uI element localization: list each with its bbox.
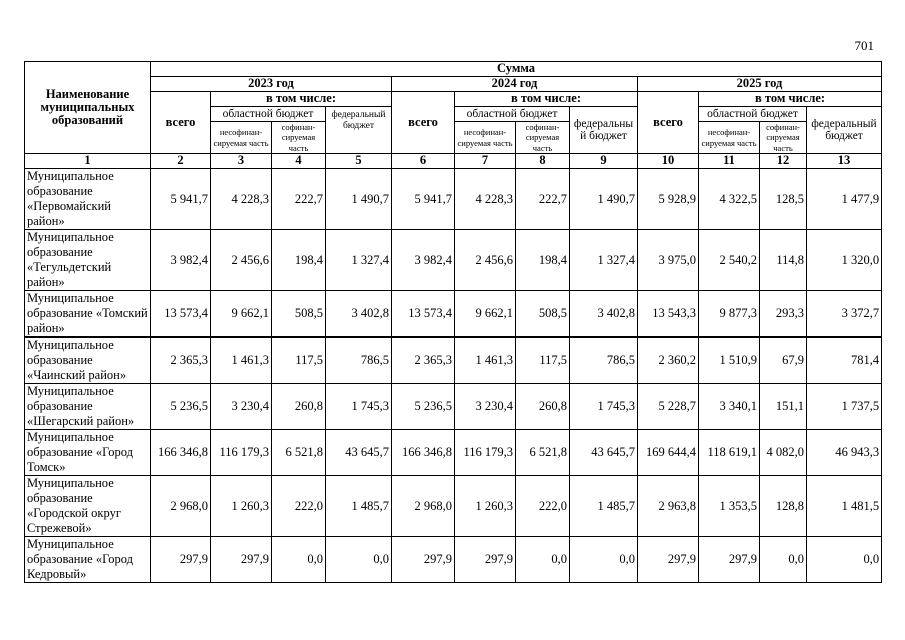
municipality-name: Муниципальное образование «Городской округ Стрежевой»: [25, 476, 151, 537]
regional-budget-header-2023: областной бюджет: [211, 107, 326, 122]
value-cell: 4 082,0: [760, 430, 807, 476]
value-cell: 117,5: [516, 337, 570, 384]
value-cell: 169 644,4: [638, 430, 699, 476]
column-numbers-row: [25, 154, 882, 169]
year-2024-header: 2024 год: [392, 77, 638, 92]
value-cell: 260,8: [516, 384, 570, 430]
value-cell: 3 230,4: [455, 384, 516, 430]
value-cell: 1 485,7: [326, 476, 392, 537]
column-number: 7: [455, 154, 516, 169]
value-cell: 1 510,9: [699, 337, 760, 384]
column-number: 3: [211, 154, 272, 169]
value-cell: 786,5: [570, 337, 638, 384]
municipality-name: Муниципальное образование «Шегарский район»: [25, 384, 151, 430]
value-cell: 5 236,5: [392, 384, 455, 430]
value-cell: 2 365,3: [151, 337, 211, 384]
total-header-2024: всего: [392, 92, 455, 154]
including-header-2024: в том числе:: [455, 92, 638, 107]
table-row: [25, 169, 882, 230]
value-cell: 2 360,2: [638, 337, 699, 384]
value-cell: 1 477,9: [807, 169, 882, 230]
including-header-2025: в том числе:: [699, 92, 882, 107]
value-cell: 6 521,8: [272, 430, 326, 476]
value-cell: 13 573,4: [392, 291, 455, 338]
value-cell: 1 327,4: [570, 230, 638, 291]
value-cell: 222,0: [272, 476, 326, 537]
federal-budget-header-2024: федеральны й бюджет: [570, 107, 638, 154]
value-cell: 3 340,1: [699, 384, 760, 430]
value-cell: 1 490,7: [570, 169, 638, 230]
value-cell: 297,9: [455, 537, 516, 583]
value-cell: 43 645,7: [326, 430, 392, 476]
value-cell: 5 236,5: [151, 384, 211, 430]
value-cell: 1 353,5: [699, 476, 760, 537]
value-cell: 222,7: [272, 169, 326, 230]
value-cell: 0,0: [760, 537, 807, 583]
value-cell: 2 968,0: [392, 476, 455, 537]
column-number: 1: [25, 154, 151, 169]
federal-budget-header-2025: федеральный бюджет: [807, 107, 882, 154]
value-cell: 786,5: [326, 337, 392, 384]
table-row: [25, 384, 882, 430]
column-number: 12: [760, 154, 807, 169]
municipality-name: Муниципальное образование «Томский район»: [25, 291, 151, 338]
value-cell: 9 662,1: [211, 291, 272, 338]
value-cell: 4 228,3: [211, 169, 272, 230]
value-cell: 1 320,0: [807, 230, 882, 291]
value-cell: 297,9: [151, 537, 211, 583]
value-cell: 3 975,0: [638, 230, 699, 291]
non-cofinanced-header-2023: несофинан-сируемая часть: [211, 122, 272, 154]
value-cell: 6 521,8: [516, 430, 570, 476]
total-header-2025: всего: [638, 92, 699, 154]
page-number: 701: [854, 38, 874, 53]
value-cell: 293,3: [760, 291, 807, 338]
value-cell: 4 228,3: [455, 169, 516, 230]
value-cell: 2 456,6: [211, 230, 272, 291]
value-cell: 116 179,3: [455, 430, 516, 476]
value-cell: 297,9: [638, 537, 699, 583]
value-cell: 1 461,3: [455, 337, 516, 384]
value-cell: 3 982,4: [151, 230, 211, 291]
value-cell: 3 402,8: [570, 291, 638, 338]
column-number: 8: [516, 154, 570, 169]
value-cell: 2 456,6: [455, 230, 516, 291]
value-cell: 222,0: [516, 476, 570, 537]
column-number: 4: [272, 154, 326, 169]
table-row: [25, 291, 882, 338]
value-cell: 67,9: [760, 337, 807, 384]
total-header-2023: всего: [151, 92, 211, 154]
column-number: 10: [638, 154, 699, 169]
value-cell: 222,7: [516, 169, 570, 230]
value-cell: 166 346,8: [151, 430, 211, 476]
cofinanced-header-2024: софинан-сируемая часть: [516, 122, 570, 154]
table-row: [25, 230, 882, 291]
value-cell: 9 662,1: [455, 291, 516, 338]
value-cell: 3 982,4: [392, 230, 455, 291]
regional-budget-header-2024: областной бюджет: [455, 107, 570, 122]
value-cell: 0,0: [516, 537, 570, 583]
value-cell: 260,8: [272, 384, 326, 430]
municipality-name: Муниципальное образование «Город Кедровый»: [25, 537, 151, 583]
table-body: [25, 169, 882, 583]
cofinanced-header-2025: софинан-сируемая часть: [760, 122, 807, 154]
value-cell: 5 941,7: [392, 169, 455, 230]
value-cell: 1 485,7: [570, 476, 638, 537]
value-cell: 1 490,7: [326, 169, 392, 230]
value-cell: 0,0: [570, 537, 638, 583]
value-cell: 0,0: [272, 537, 326, 583]
value-cell: 3 372,7: [807, 291, 882, 338]
value-cell: 1 737,5: [807, 384, 882, 430]
column-number: 5: [326, 154, 392, 169]
value-cell: 508,5: [516, 291, 570, 338]
table-row: [25, 476, 882, 537]
value-cell: 5 228,7: [638, 384, 699, 430]
value-cell: 1 260,3: [211, 476, 272, 537]
value-cell: 151,1: [760, 384, 807, 430]
column-number: 11: [699, 154, 760, 169]
value-cell: 781,4: [807, 337, 882, 384]
value-cell: 5 928,9: [638, 169, 699, 230]
value-cell: 13 573,4: [151, 291, 211, 338]
regional-budget-header-2025: областной бюджет: [699, 107, 807, 122]
subsidy-distribution-table: [24, 61, 882, 583]
value-cell: 1 745,3: [326, 384, 392, 430]
table-row: [25, 337, 882, 384]
value-cell: 1 481,5: [807, 476, 882, 537]
value-cell: 297,9: [211, 537, 272, 583]
table-row: [25, 430, 882, 476]
including-header-2023: в том числе:: [211, 92, 392, 107]
municipality-name: Муниципальное образование «Чаинский район»: [25, 337, 151, 384]
value-cell: 0,0: [326, 537, 392, 583]
column-number: 6: [392, 154, 455, 169]
value-cell: 116 179,3: [211, 430, 272, 476]
non-cofinanced-header-2025: несофинан-сируемая часть: [699, 122, 760, 154]
value-cell: 46 943,3: [807, 430, 882, 476]
value-cell: 1 461,3: [211, 337, 272, 384]
table-row: [25, 537, 882, 583]
value-cell: 117,5: [272, 337, 326, 384]
value-cell: 13 543,3: [638, 291, 699, 338]
value-cell: 43 645,7: [570, 430, 638, 476]
municipality-column-header: Наименование муниципальных образований: [25, 62, 151, 154]
year-2023-header: 2023 год: [151, 77, 392, 92]
federal-budget-header-2023: федеральный бюджет: [326, 107, 392, 154]
column-number: 2: [151, 154, 211, 169]
year-2025-header: 2025 год: [638, 77, 882, 92]
value-cell: 198,4: [516, 230, 570, 291]
value-cell: 118 619,1: [699, 430, 760, 476]
value-cell: 5 941,7: [151, 169, 211, 230]
value-cell: 1 745,3: [570, 384, 638, 430]
value-cell: 4 322,5: [699, 169, 760, 230]
column-number: 9: [570, 154, 638, 169]
value-cell: 297,9: [699, 537, 760, 583]
value-cell: 166 346,8: [392, 430, 455, 476]
value-cell: 3 230,4: [211, 384, 272, 430]
municipality-name: Муниципальное образование «Город Томск»: [25, 430, 151, 476]
non-cofinanced-header-2024: несофинан-сируемая часть: [455, 122, 516, 154]
value-cell: 297,9: [392, 537, 455, 583]
value-cell: 3 402,8: [326, 291, 392, 338]
municipality-name: Муниципальное образование «Первомайский район»: [25, 169, 151, 230]
value-cell: 1 327,4: [326, 230, 392, 291]
value-cell: 1 260,3: [455, 476, 516, 537]
value-cell: 128,8: [760, 476, 807, 537]
value-cell: 198,4: [272, 230, 326, 291]
municipality-name: Муниципальное образование «Тегульдетский район»: [25, 230, 151, 291]
cofinanced-header-2023: софинан-сируемая часть: [272, 122, 326, 154]
value-cell: 2 968,0: [151, 476, 211, 537]
value-cell: 0,0: [807, 537, 882, 583]
value-cell: 9 877,3: [699, 291, 760, 338]
value-cell: 2 365,3: [392, 337, 455, 384]
sum-header: Сумма: [151, 62, 882, 77]
value-cell: 128,5: [760, 169, 807, 230]
column-number: 13: [807, 154, 882, 169]
value-cell: 114,8: [760, 230, 807, 291]
value-cell: 2 963,8: [638, 476, 699, 537]
value-cell: 2 540,2: [699, 230, 760, 291]
value-cell: 508,5: [272, 291, 326, 338]
